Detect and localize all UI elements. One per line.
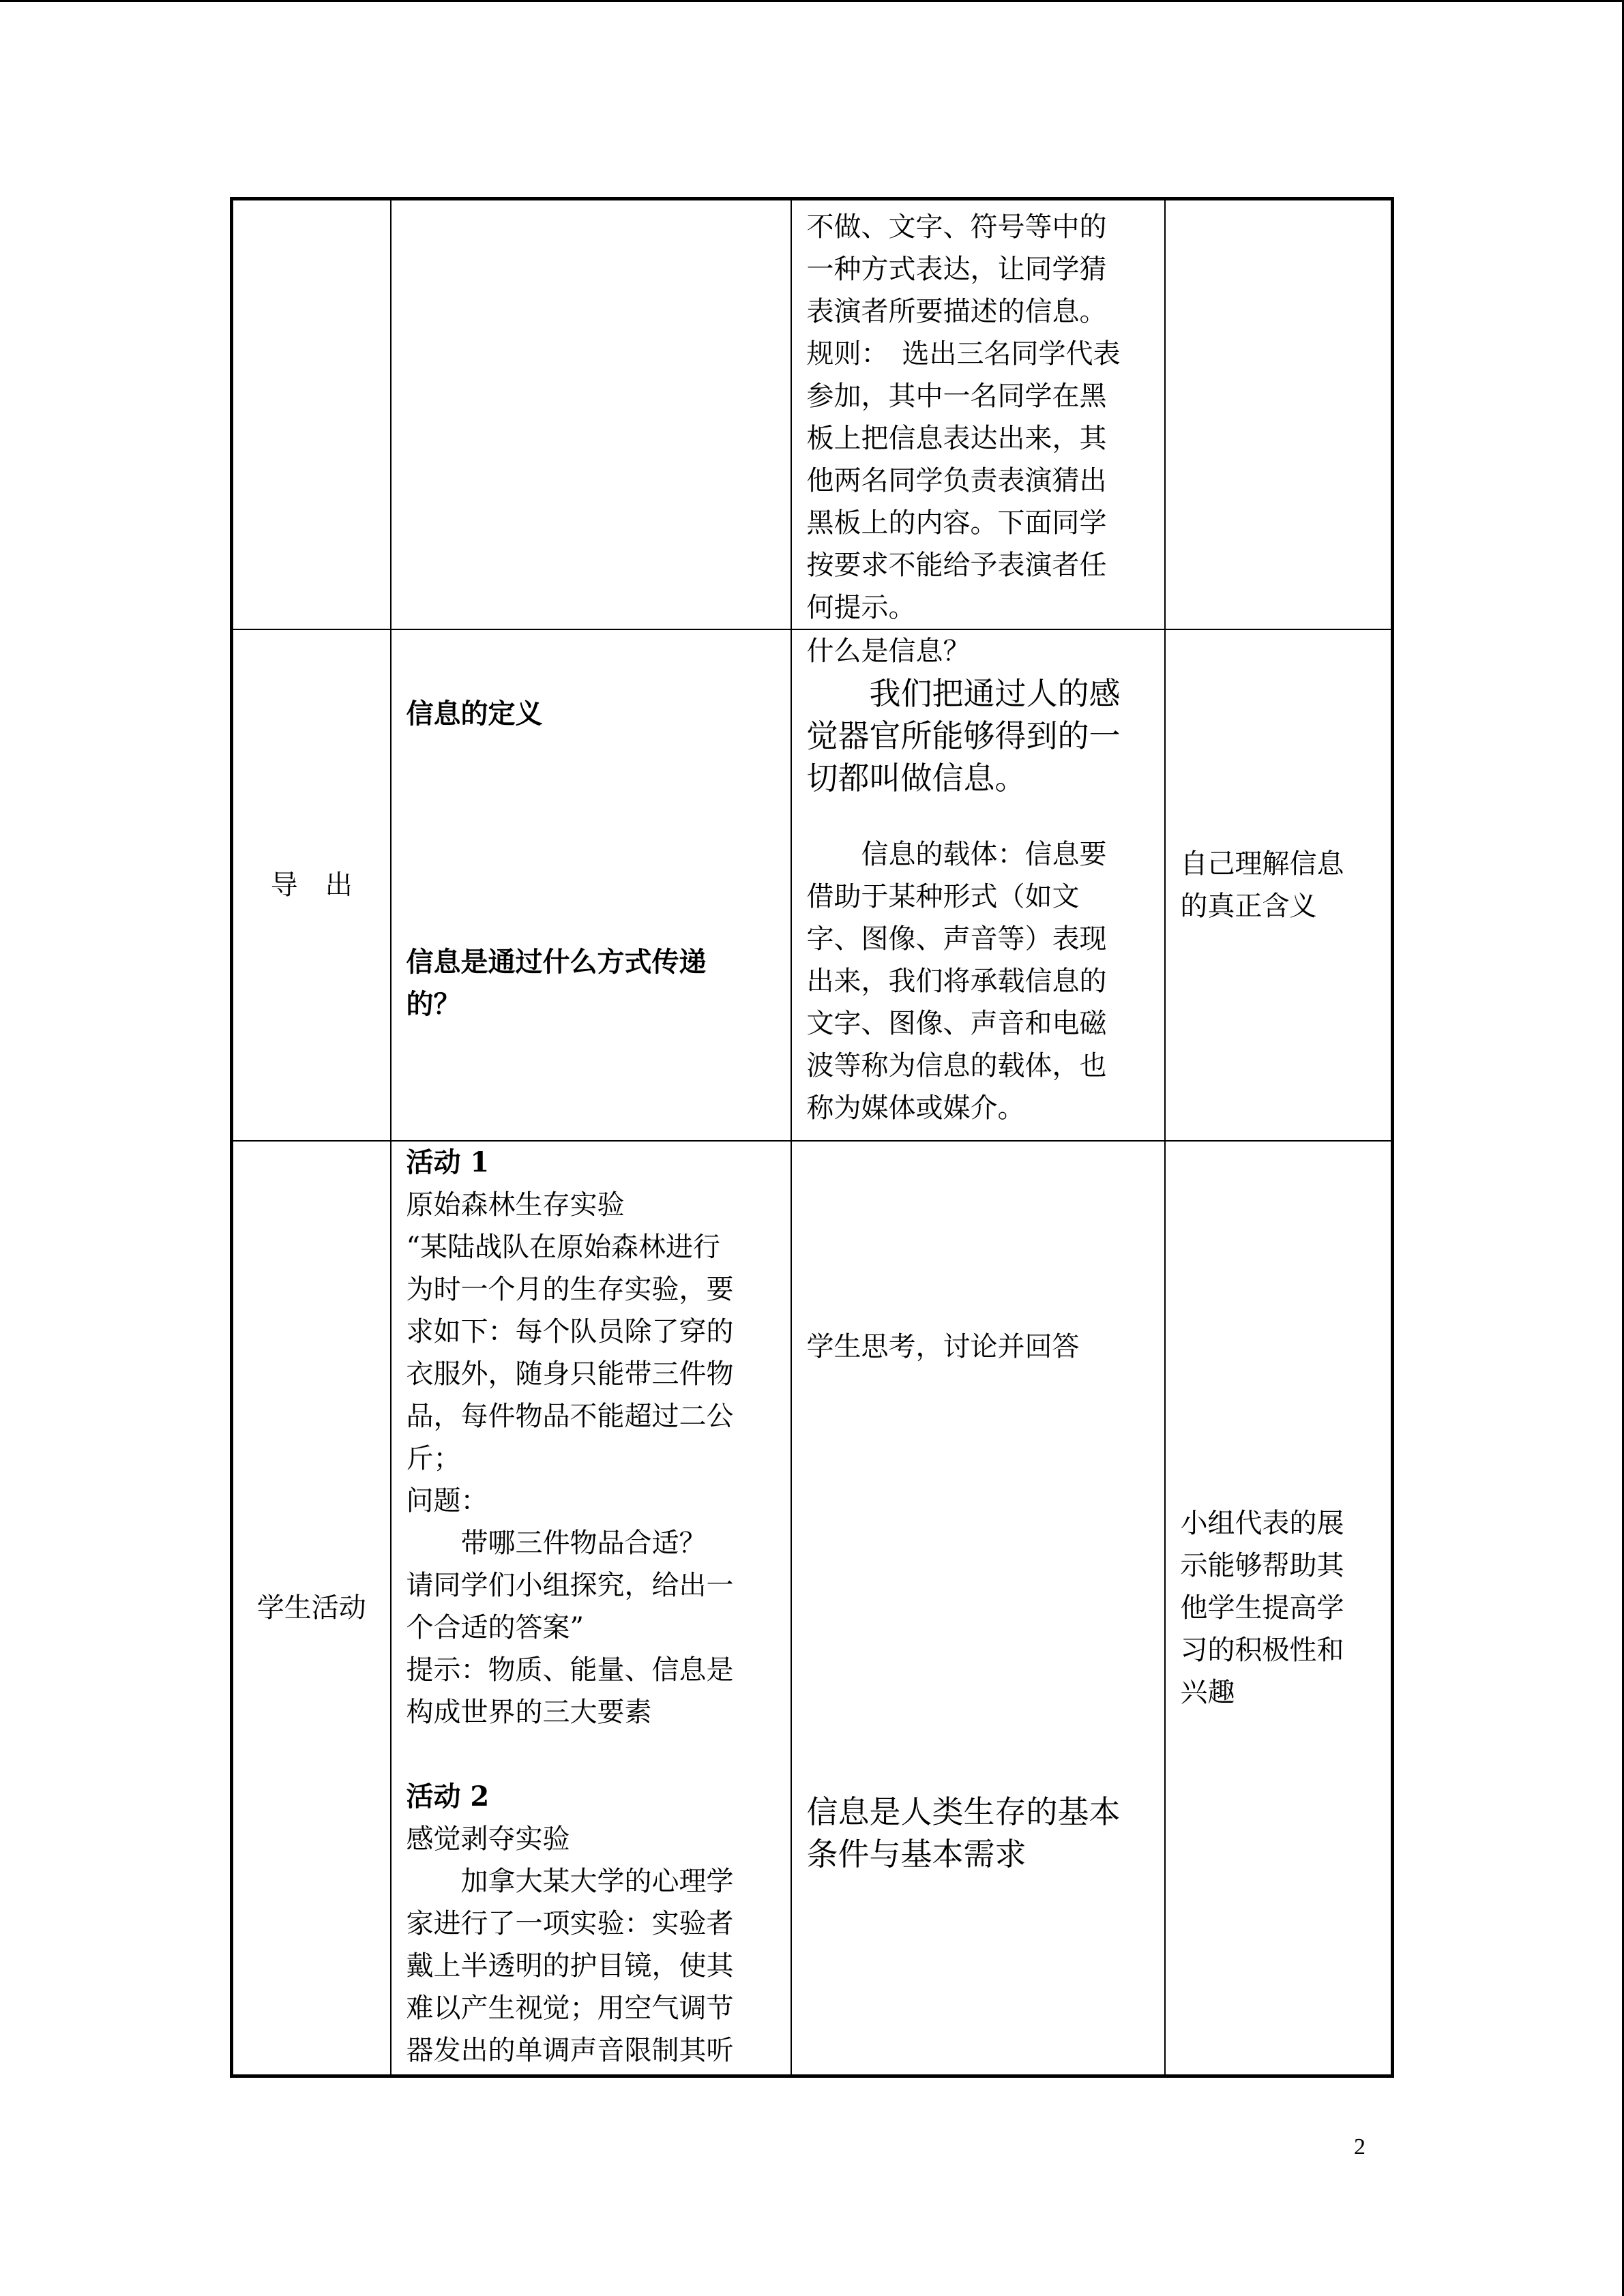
intent-line: 他学生提高学: [1180, 1592, 1344, 1624]
lesson-plan-table: [230, 197, 1394, 2078]
student-response: 条件与基本需求: [806, 1836, 1027, 1873]
student-response: 学生思考，讨论并回答: [806, 1331, 1080, 1362]
activity-text: 带哪三件物品合适？: [406, 1527, 707, 1559]
carrier-line: 文字、图像、声音和电磁: [806, 1008, 1107, 1039]
intent-line: 小组代表的展: [1180, 1508, 1344, 1539]
activity-line: 黑板上的内容。下面同学: [806, 507, 1107, 539]
content-heading: 信息是通过什么方式传递: [406, 946, 707, 978]
activity-line: 板上把信息表达出来，其: [806, 423, 1107, 454]
activity-text: 加拿大某大学的心理学: [406, 1866, 734, 1897]
activity-line: 他两名同学负责表演猜出: [806, 465, 1107, 496]
content-cell: [391, 629, 791, 1141]
carrier-line: 字、图像、声音等）表现: [806, 923, 1107, 955]
activity-line: 不做、文字、符号等中的: [806, 211, 1107, 243]
carrier-line: 波等称为信息的载体，也: [806, 1050, 1107, 1082]
intent-cell: [1165, 629, 1393, 1141]
activity-text: 品，每件物品不能超过二公: [406, 1401, 734, 1432]
activity-text: 请同学们小组探究，给出一: [406, 1570, 734, 1601]
activity-title: 活动 2: [406, 1780, 490, 1813]
table-row-introduction: [232, 629, 1393, 1141]
activity-text: 原始森林生存实验: [406, 1189, 625, 1221]
activity-title: 活动 1: [406, 1146, 490, 1178]
activity-text: 戴上半透明的护目镜，使其: [406, 1950, 734, 1982]
activity-text: “某陆战队在原始森林进行: [406, 1232, 720, 1263]
table-row-continuation: [232, 199, 1393, 630]
activity-text: 构成世界的三大要素: [406, 1697, 652, 1728]
activity-text: 为时一个月的生存实验，要: [406, 1274, 734, 1305]
activity-line: 参加，其中一名同学在黑: [806, 381, 1107, 412]
activity-line: 一种方式表达，让同学猜: [806, 254, 1107, 285]
stage-cell: 导 出: [232, 629, 391, 1141]
intent-cell: [1165, 199, 1393, 630]
activity-cell: [791, 199, 1165, 630]
activity-text: 器发出的单调声音限制其听: [406, 2035, 734, 2066]
content-heading: 的？: [406, 988, 461, 1020]
definition-line: 切都叫做信息。: [806, 760, 1027, 796]
activity-cell: [791, 629, 1165, 1141]
intent-line: 兴趣: [1180, 1677, 1235, 1708]
activity-line: 何提示。: [806, 592, 916, 623]
definition-line: 觉器官所能够得到的一: [806, 717, 1121, 754]
activity-text: 难以产生视觉；用空气调节: [406, 1993, 734, 2024]
activity-text: 求如下：每个队员除了穿的: [406, 1316, 734, 1347]
intent-line: 习的积极性和: [1180, 1635, 1344, 1666]
stage-cell: 学生活动: [232, 1141, 391, 2076]
activity-text: 斤；: [406, 1443, 461, 1474]
table-row-student-activity: [232, 1141, 1393, 2076]
activity-text: 提示：物质、能量、信息是: [406, 1654, 734, 1686]
content-cell: [391, 1141, 791, 2076]
page-number: 2: [1354, 2134, 1365, 2160]
content-cell: [391, 199, 791, 630]
activity-text: 家进行了一项实验：实验者: [406, 1908, 734, 1939]
carrier-line: 借助于某种形式（如文: [806, 881, 1080, 912]
activity-question: 什么是信息？: [806, 636, 971, 667]
student-response: 信息是人类生存的基本: [806, 1793, 1121, 1830]
stage-cell: [232, 199, 391, 630]
activity-line: 按要求不能给予表演者任: [806, 550, 1107, 581]
activity-line: 表演者所要描述的信息。: [806, 296, 1107, 327]
carrier-line: 称为媒体或媒介。: [806, 1092, 1025, 1124]
content-heading: 信息的定义: [406, 698, 543, 730]
activity-text: 衣服外，随身只能带三件物: [406, 1358, 734, 1390]
intent-line: 自己理解信息: [1180, 848, 1344, 880]
intent-line: 示能够帮助其: [1180, 1550, 1344, 1581]
activity-text: 感觉剥夺实验: [406, 1823, 570, 1855]
activity-cell: [791, 1141, 1165, 2076]
carrier-line: 出来，我们将承载信息的: [806, 966, 1107, 997]
intent-cell: [1165, 1141, 1393, 2076]
activity-text: 个合适的答案”: [406, 1612, 584, 1643]
intent-line: 的真正含义: [1180, 891, 1317, 922]
carrier-line: 信息的载体：信息要: [806, 839, 1107, 870]
definition-line: 我们把通过人的感: [806, 675, 1121, 712]
activity-line: 规则： 选出三名同学代表: [806, 338, 1121, 370]
page-top-edge: [0, 0, 1624, 2]
activity-text: 问题：: [406, 1485, 488, 1517]
